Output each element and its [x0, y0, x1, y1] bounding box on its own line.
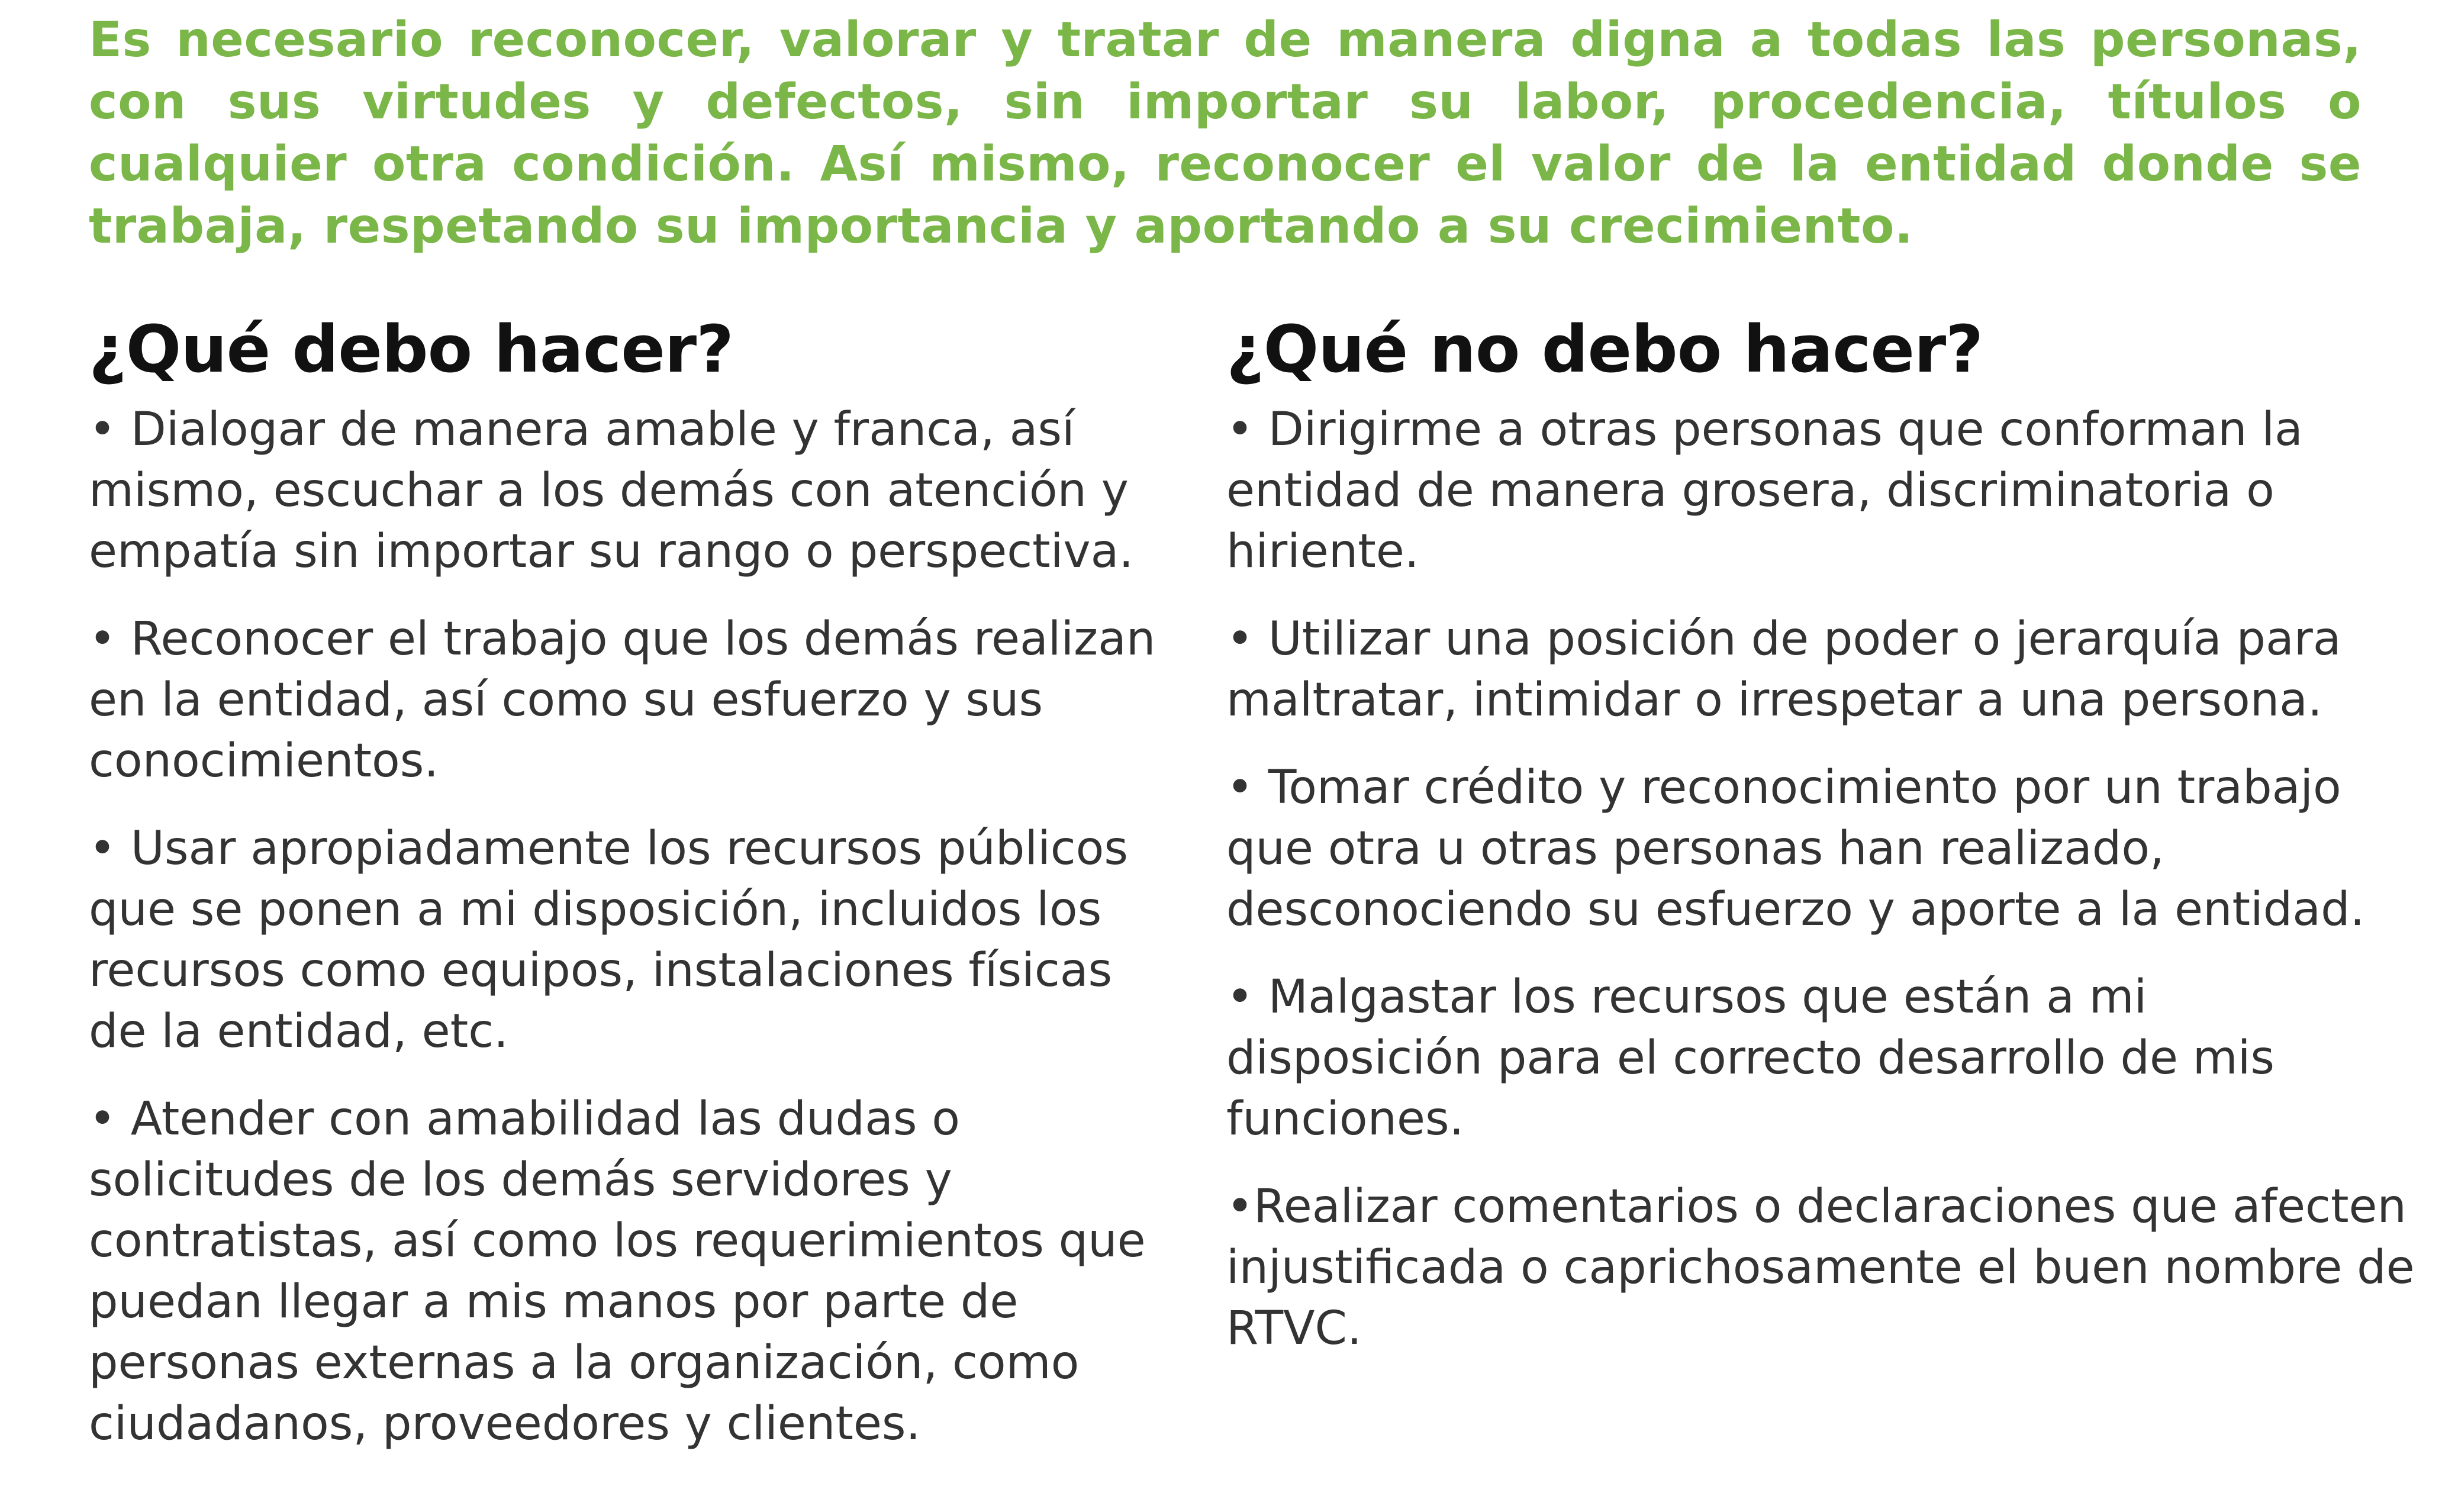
do-item: • Dialogar de manera amable y franca, así mismo, escuchar a los demás con atención y empatía sin importar su rango o perspectiva.	[89, 403, 1134, 578]
dont-item: • Dirigirme a otras personas que conforman la entidad de manera grosera, discriminatoria o hiriente.	[1226, 403, 2303, 578]
intro-paragraph: Es necesario reconocer, valorar y tratar de manera digna a todas las personas, con sus virtudes y defectos, sin importar su labor, procedencia, títulos o cualquier otra condición. Así mismo, reconocer el valor de la entidad donde se trabaja, respetando su importancia y aportando a su crecimiento.	[89, 12, 2362, 254]
do-item: • Usar apropiadamente los recursos públicos que se ponen a mi disposición, incluidos los recursos como equipos, instalaciones físicas de la entidad, etc.	[89, 822, 1129, 1058]
dont-item: • Utilizar una posición de poder o jerarquía para maltratar, intimidar o irrespetar a una persona.	[1226, 612, 2341, 727]
do-heading: ¿Qué debo hacer?	[89, 311, 733, 387]
dont-item: • Tomar crédito y reconocimiento por un trabajo que otra u otras personas han realizado, desconociendo su esfuerzo y aporte a la entidad.	[1226, 761, 2365, 936]
dont-item: •Realizar comentarios o declaraciones que afecten injustificada o caprichosamente el buen nombre de RTVC.	[1226, 1180, 2415, 1355]
do-item: • Reconocer el trabajo que los demás realizan en la entidad, así como su esfuerzo y sus conocimientos.	[89, 612, 1156, 788]
do-item: • Atender con amabilidad las dudas o solicitudes de los demás servidores y contratistas, así como los requerimientos que puedan llegar a mis manos por parte de personas externas a la organización, como ciudadanos, proveedores y clientes.	[89, 1092, 1146, 1450]
do-column	[89, 305, 1184, 1481]
dont-heading: ¿Qué no debo hacer?	[1226, 311, 1983, 387]
dont-column	[1226, 305, 2416, 1386]
dont-item: • Malgastar los recursos que están a mi disposición para el correcto desarrollo de mis funciones.	[1226, 971, 2275, 1146]
